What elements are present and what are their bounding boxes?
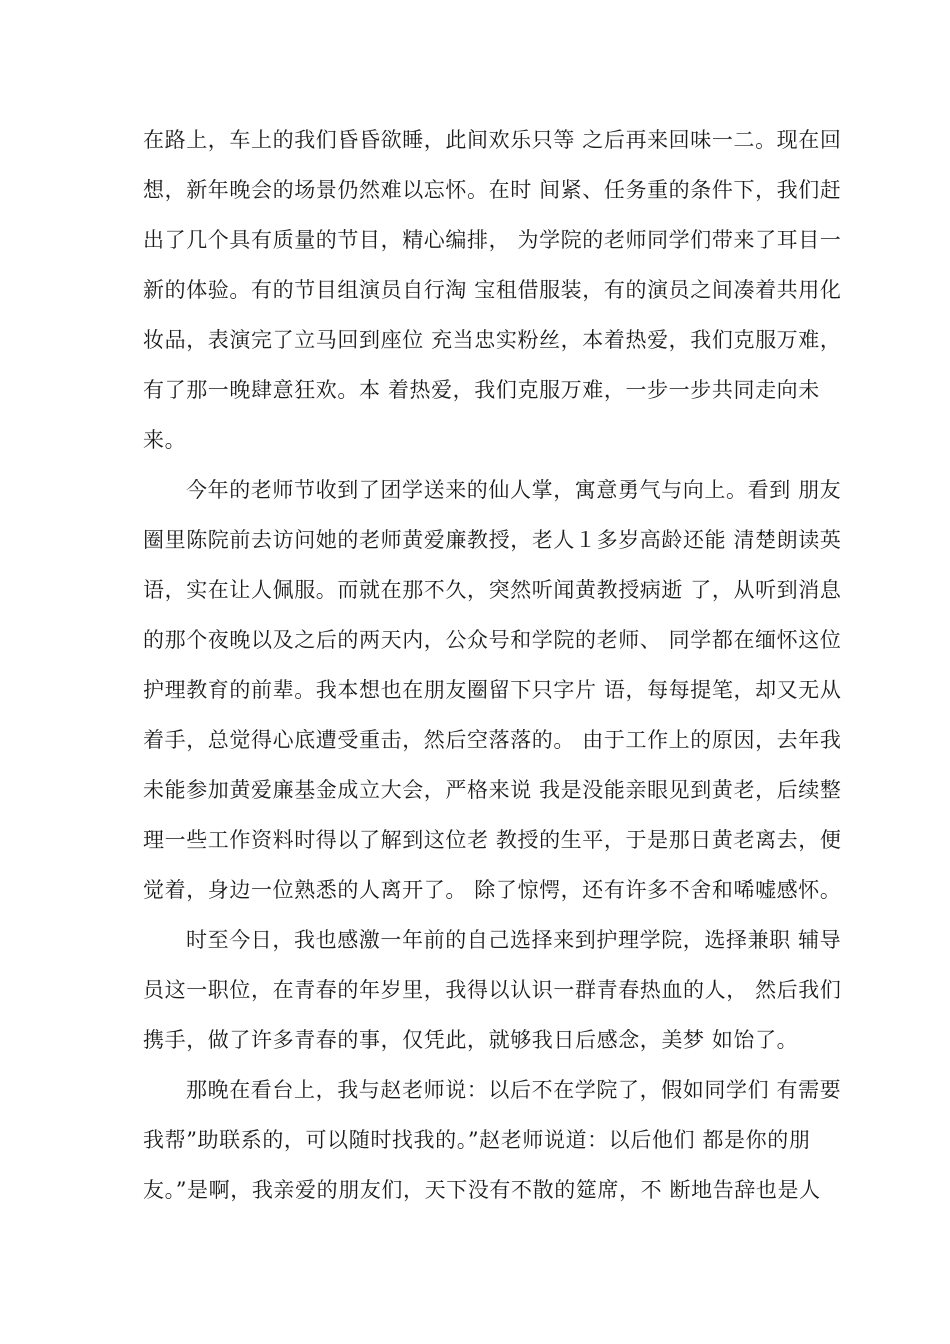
text-line: 新的体验。有的节目组演员自行淘 宝租借服装，有的演员之间凑着共用化 <box>143 278 842 302</box>
text-line: 理一些工作资料时得以了解到这位老 教授的生平，于是那日黄老离去，便 <box>143 828 842 852</box>
text-line: 我帮”助联系的，可以随时找我的。”赵老师说道：以后他们 都是你的朋 <box>143 1128 811 1152</box>
text-line: 今年的老师节收到了团学送来的仙人掌，寓意勇气与向上。看到 朋友 <box>186 478 842 502</box>
text-line: 妆品，表演完了立马回到座位 充当忠实粉丝，本着热爱，我们克服万难， <box>143 328 842 352</box>
text-line: 出了几个具有质量的节目，精心编排， 为学院的老师同学们带来了耳目一 <box>143 228 842 252</box>
text-line: 携手，做了许多青春的事，仅凭此，就够我日后感念，美梦 如饴了。 <box>143 1028 799 1052</box>
paragraph <box>143 120 842 470</box>
document-body <box>143 120 842 1220</box>
text-line: 语，实在让人佩服。而就在那不久，突然听闻黄教授病逝 了，从听到消息 <box>143 578 842 602</box>
text-line: 想，新年晚会的场景仍然难以忘怀。在时 间紧、任务重的条件下，我们赶 <box>143 178 842 202</box>
paragraph <box>143 470 842 920</box>
text-line: 时至今日，我也感激一年前的自己选择来到护理学院，选择兼职 辅导 <box>186 928 842 952</box>
text-line: 在路上，车上的我们昏昏欲睡，此间欢乐只等 之后再来回味一二。现在回 <box>143 128 842 152</box>
text-line: 觉着，身边一位熟悉的人离开了。 除了惊愕，还有许多不舍和唏嘘感怀。 <box>143 878 842 902</box>
text-line: 来。 <box>143 428 187 452</box>
text-line: 未能参加黄爱廉基金成立大会，严格来说 我是没能亲眼见到黄老，后续整 <box>143 778 842 802</box>
text-line: 圈里陈院前去访问她的老师黄爱廉教授，老人１多岁高龄还能 清楚朗读英 <box>143 528 842 552</box>
text-line: 友。”是啊，我亲爱的朋友们，天下没有不散的筵席，不 断地告辞也是人 <box>143 1178 821 1202</box>
text-line: 着手，总觉得心底遭受重击，然后空落落的。 由于工作上的原因，去年我 <box>143 728 842 752</box>
paragraph <box>143 920 842 1070</box>
text-line: 的那个夜晚以及之后的两天内，公众号和学院的老师、 同学都在缅怀这位 <box>143 628 842 652</box>
paragraph <box>143 1070 842 1220</box>
text-line: 有了那一晚肆意狂欢。本 着热爱，我们克服万难，一步一步共同走向未 <box>143 378 820 402</box>
text-line: 护理教育的前辈。我本想也在朋友圈留下只字片 语，每每提笔，却又无从 <box>143 678 842 702</box>
text-line: 那晚在看台上，我与赵老师说：以后不在学院了，假如同学们 有需要 <box>186 1078 842 1102</box>
text-line: 员这一职位，在青春的年岁里，我得以认识一群青春热血的人， 然后我们 <box>143 978 842 1002</box>
